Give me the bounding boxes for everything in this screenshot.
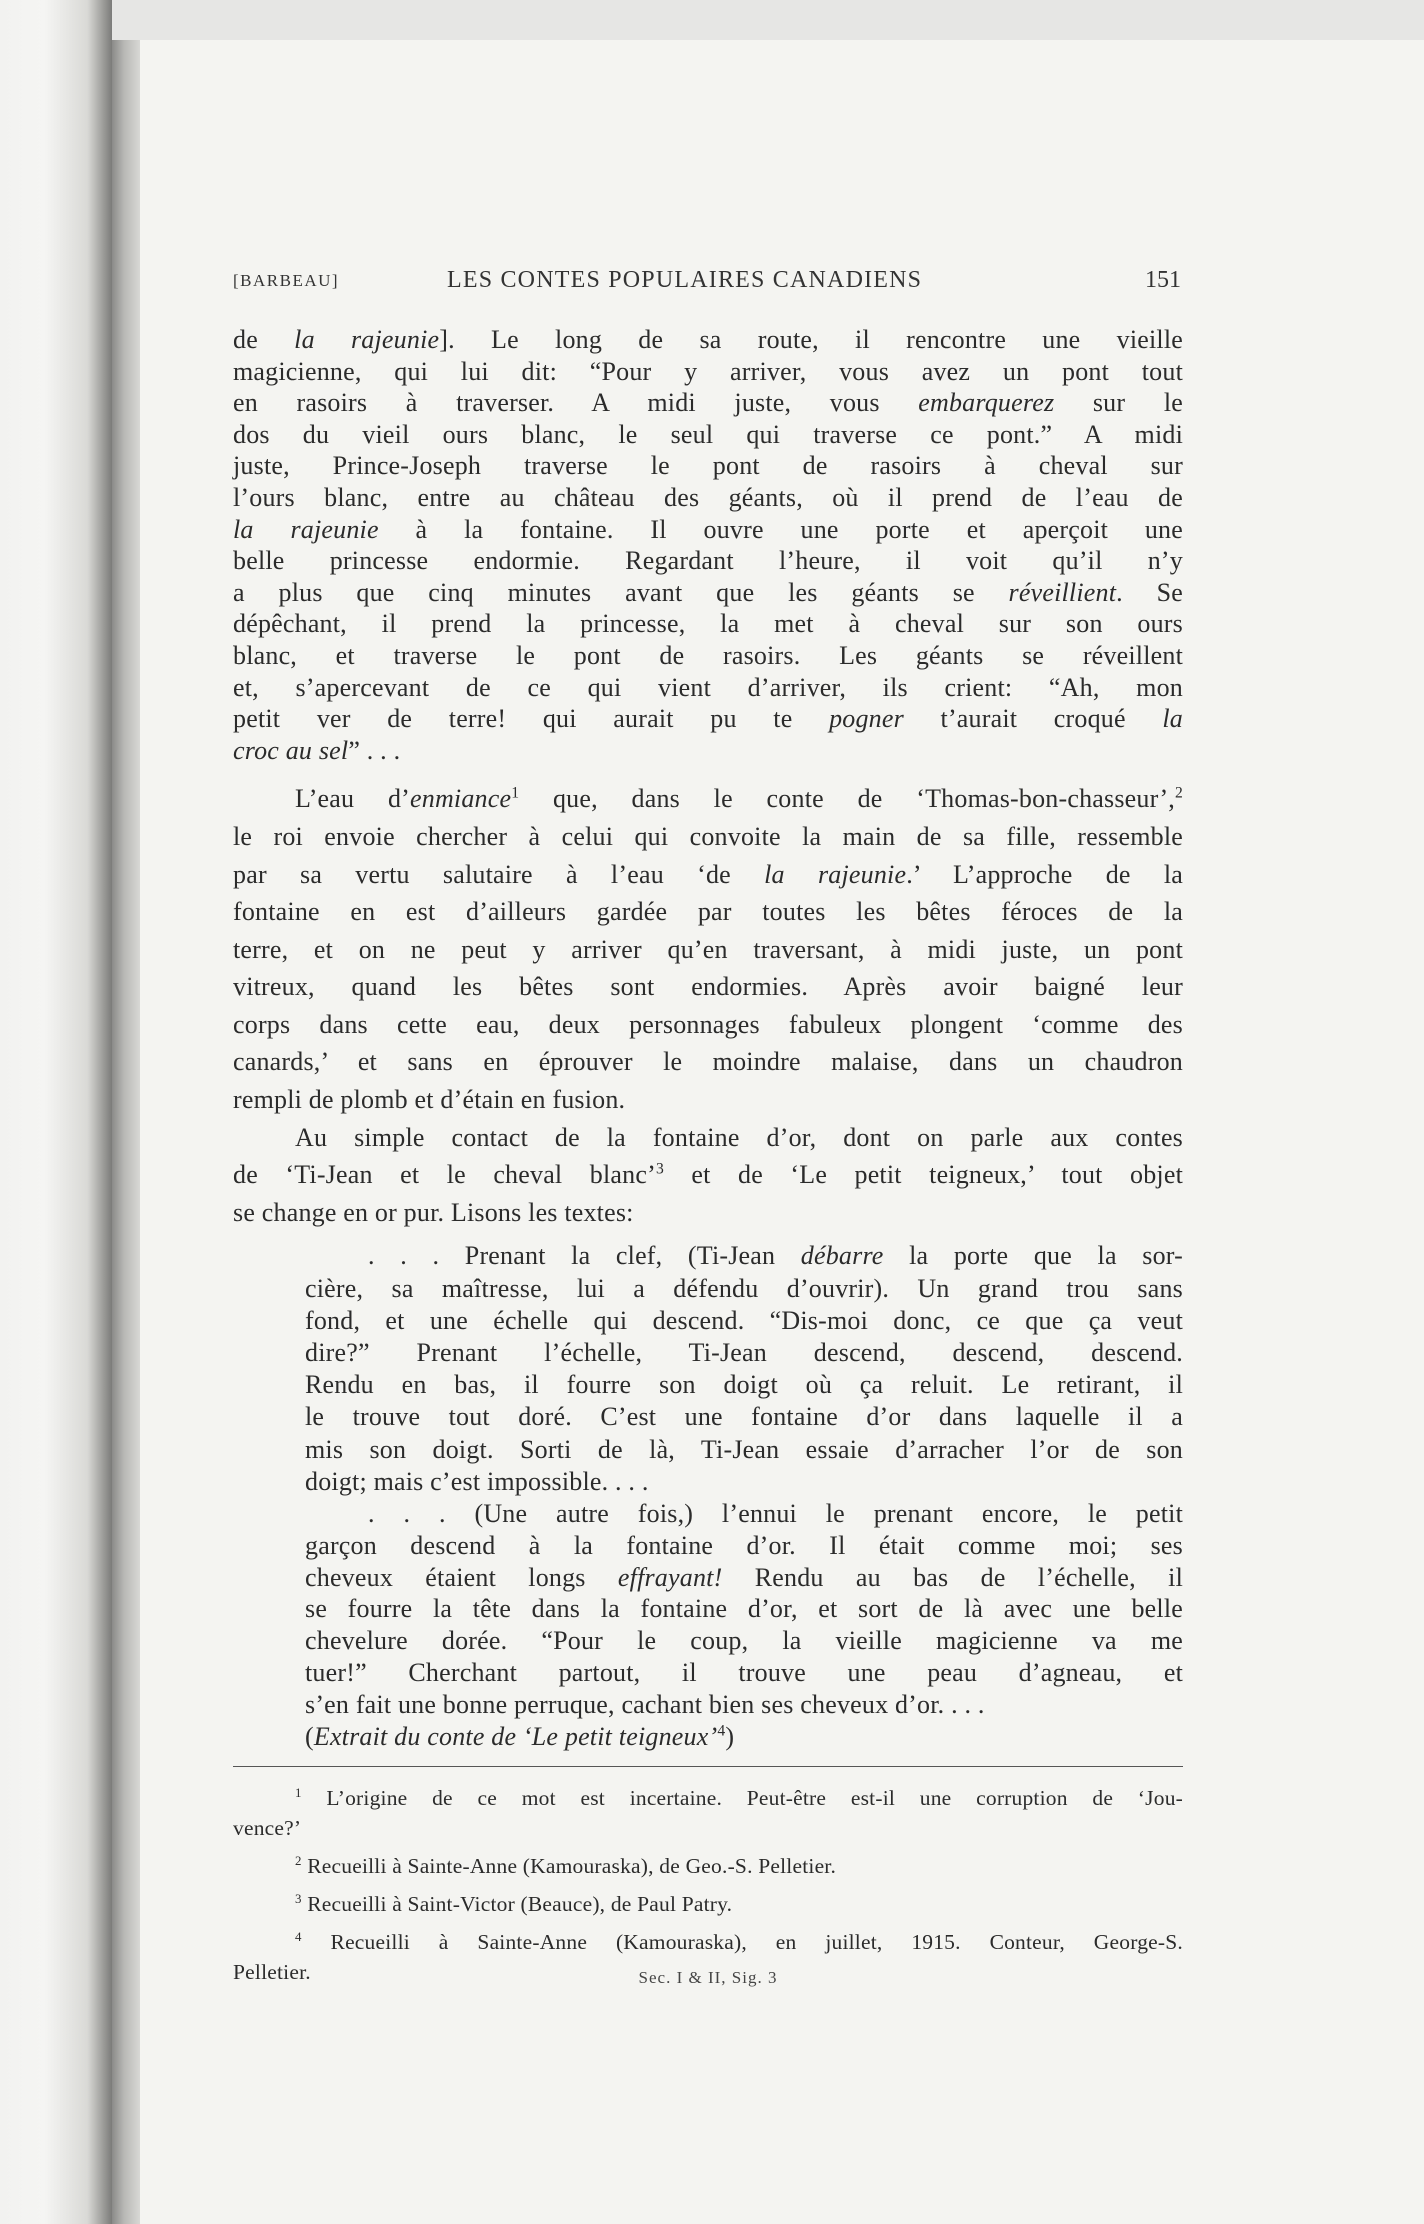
italic-text: embarquerez	[918, 388, 1055, 418]
text-line: (Extrait du conte de ‘Le petit teigneux’$^4$)	[305, 1721, 735, 1751]
block-quote-2	[233, 1498, 1183, 1752]
text-line: L’eau d’enmiance$^1$ que, dans le conte de ‘Thomas-bon-chasseur’,$^2$	[295, 784, 1183, 814]
text-line: dépêchant, il prend la princesse, la met à cheval sur son ours	[233, 609, 1183, 639]
text-line: le roi envoie chercher à celui qui convoite la main de sa fille, ressemble	[233, 821, 1183, 851]
text-line: terre, et on ne peut y arriver qu’en traversant, à midi juste, un pont	[233, 934, 1183, 964]
text-line: . . . Prenant la clef, (Ti-Jean débarre la porte que la sor-	[368, 1241, 1183, 1271]
text-line: belle princesse endormie. Regardant l’heure, il voit qu’il n’y	[233, 546, 1183, 576]
paragraph-story-excerpt	[233, 324, 1183, 766]
text-line: $^1$ L’origine de ce mot est incertaine. Peut-être est-il une corruption de ‘Jou-	[295, 1786, 1183, 1811]
footnote-marker: 2	[295, 1854, 302, 1869]
italic-text: enmiance	[410, 784, 512, 814]
text-line: magicienne, qui lui dit: “Pour y arriver, vous avez un pont tout	[233, 356, 1183, 386]
text-line: fond, et une échelle qui descend. “Dis-moi donc, ce que ça veut	[305, 1305, 1183, 1335]
text-line: cheveux étaient longs effrayant! Rendu au bas de l’échelle, il	[305, 1562, 1183, 1592]
footnote-marker: 3	[655, 1160, 664, 1178]
text-line: et, s’apercevant de ce qui vient d’arriver, ils crient: “Ah, mon	[233, 672, 1183, 702]
text-line: fontaine en est d’ailleurs gardée par toutes les bêtes féroces de la	[233, 897, 1183, 927]
footnote-marker: 2	[1175, 784, 1183, 802]
italic-text: la rajeunie	[233, 514, 379, 544]
text-line: se change en or pur. Lisons les textes:	[233, 1197, 634, 1227]
italic-text: réveillient	[1008, 577, 1117, 607]
text-line: doigt; mais c’est impossible. . . .	[305, 1466, 649, 1496]
paragraph-commentary	[233, 780, 1183, 1231]
italic-text: Extrait du conte de ‘Le petit teigneux’	[313, 1721, 718, 1751]
text-line: dire?” Prenant l’échelle, Ti-Jean descend, descend, descend.	[305, 1338, 1183, 1368]
text-line: vence?’	[233, 1816, 302, 1841]
text-line: Pelletier.	[233, 1960, 311, 1985]
text-line: a plus que cinq minutes avant que les géants se réveillient. Se	[233, 577, 1184, 607]
italic-text: débarre	[800, 1241, 884, 1271]
footnote-marker: 4	[717, 1721, 726, 1739]
text-line: s’en fait une bonne perruque, cachant bien ses cheveux d’or. . . .	[305, 1689, 985, 1719]
text-line: Rendu en bas, il fourre son doigt où ça reluit. Le retirant, il	[305, 1370, 1183, 1400]
footnote-rule	[233, 1766, 1183, 1767]
text-line: l’ours blanc, entre au château des géants, où il prend de l’eau de	[233, 482, 1183, 512]
text-line: de la rajeunie]. Le long de sa route, il rencontre une vieille	[233, 325, 1183, 354]
text-line: le trouve tout doré. C’est une fontaine d’or dans laquelle il a	[305, 1402, 1183, 1432]
text-line: $^3$ Recueilli à Saint-Victor (Beauce), de Paul Patry.	[295, 1892, 733, 1917]
footnotes	[233, 1783, 1183, 1987]
page-body	[233, 324, 1183, 1995]
text-line: petit ver de terre! qui aurait pu te pogner t’aurait croqué la	[233, 704, 1183, 734]
text-line: corps dans cette eau, deux personnages fabuleux plongent ‘comme des	[233, 1009, 1183, 1039]
page-gutter-shadow	[112, 40, 142, 2224]
footnote-marker: 4	[295, 1930, 302, 1945]
text-line: . . . (Une autre fois,) l’ennui le prenant encore, le petit	[368, 1499, 1183, 1529]
text-line: en rasoirs à traverser. A midi juste, vous embarquerez sur le	[233, 388, 1183, 418]
text-line: mis son doigt. Sorti de là, Ti-Jean essaie d’arracher l’or de son	[305, 1434, 1183, 1464]
text-line: la rajeunie à la fontaine. Il ouvre une porte et aperçoit une	[233, 514, 1183, 544]
text-line: chevelure dorée. “Pour le coup, la vieille magicienne va me	[305, 1626, 1183, 1656]
text-line: rempli de plomb et d’étain en fusion.	[233, 1085, 626, 1115]
footnote-marker: 3	[295, 1892, 302, 1907]
text-line: croc au sel” . . .	[233, 735, 401, 765]
italic-text: la	[1162, 704, 1183, 734]
text-line: juste, Prince-Joseph traverse le pont de rasoirs à cheval sur	[233, 451, 1183, 481]
text-line: tuer!” Cherchant partout, il trouve une peau d’agneau, et	[305, 1658, 1183, 1688]
text-line: de ‘Ti-Jean et le cheval blanc’$^3$ et de ‘Le petit teigneux,’ tout objet	[233, 1160, 1184, 1190]
text-line: dos du vieil ours blanc, le seul qui traverse ce pont.” A midi	[233, 419, 1183, 449]
text-line: blanc, et traverse le pont de rasoirs. Les géants se réveillent	[233, 640, 1183, 670]
text-line: se fourre la tête dans la fontaine d’or, et sort de là avec une belle	[305, 1594, 1183, 1624]
footnote-marker: 1	[295, 1786, 302, 1801]
running-head-author: [BARBEAU]	[233, 271, 340, 290]
text-line: garçon descend à la fontaine d’or. Il était comme moi; ses	[305, 1530, 1183, 1560]
footnote	[233, 1851, 1183, 1881]
page-number: 151	[1145, 267, 1181, 293]
text-line: canards,’ et sans en éprouver le moindre malaise, dans un chaudron	[233, 1047, 1183, 1077]
running-head-title: LES CONTES POPULAIRES CANADIENS	[447, 267, 923, 293]
footnote	[233, 1783, 1183, 1843]
italic-text: pogner	[829, 704, 904, 734]
text-line: $^4$ Recueilli à Sainte-Anne (Kamouraska), en juillet, 1915. Conteur, George-S.	[295, 1930, 1183, 1955]
italic-text: effrayant!	[617, 1562, 723, 1592]
footnote-marker: 1	[511, 784, 520, 802]
italic-text: la rajeunie	[764, 859, 907, 889]
book-spine-shadow	[0, 0, 112, 2224]
italic-text: la rajeunie	[294, 325, 440, 354]
text-line: $^2$ Recueilli à Sainte-Anne (Kamouraska), de Geo.-S. Pelletier.	[295, 1854, 837, 1879]
block-quote-1	[233, 1240, 1183, 1498]
text-line: par sa vertu salutaire à l’eau ‘de la rajeunie.’ L’approche de la	[233, 859, 1184, 889]
text-line: cière, sa maîtresse, lui a défendu d’ouvrir). Un grand trou sans	[305, 1273, 1183, 1303]
signature-mark: Sec. I & II, Sig. 3	[638, 1968, 778, 1987]
italic-text: croc au sel	[233, 735, 349, 765]
text-line: vitreux, quand les bêtes sont endormies. Après avoir baigné leur	[233, 972, 1183, 1002]
running-head	[233, 267, 1181, 303]
text-line: Au simple contact de la fontaine d’or, dont on parle aux contes	[295, 1122, 1183, 1152]
footnote	[233, 1889, 1183, 1919]
